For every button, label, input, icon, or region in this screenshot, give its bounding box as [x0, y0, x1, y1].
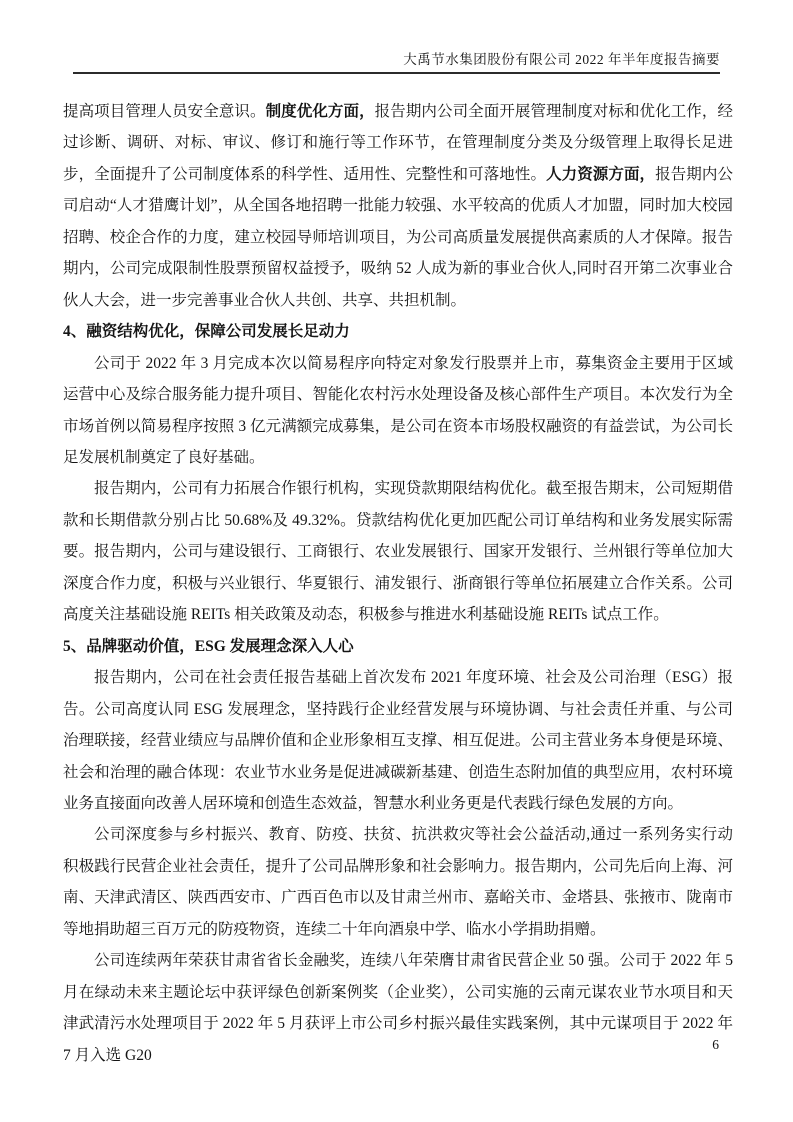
paragraph	[63, 348, 733, 474]
text-run: 公司深度参与乡村振兴、教育、防疫、扶贫、抗洪救灾等社会公益活动,通过一系列务实行动积极践行民营企业社会责任，提升了公司品牌形象和社会影响力。报告期内，公司先后向上海、河南、天津武清区、陕西西安市、广西百色市以及甘肃兰州市、嘉峪关市、金塔县、张掖市、陇南市等地捐助超三百万元的防疫物资，连续二十年向酒泉中学、临水小学捐助捐赠。	[63, 826, 733, 938]
document-body	[63, 96, 733, 1071]
paragraph	[63, 819, 733, 945]
bold-text-run: 制度优化方面，	[265, 103, 375, 120]
bold-text-run: 4、融资结构优化，保障公司发展长足动力	[63, 323, 350, 341]
text-run: 报告期内，公司有力拓展合作银行机构，实现贷款期限结构优化。截至报告期末，公司短期借款和长期借款分别占比 50.68%及 49.32%。贷款结构优化更加匹配公司订单结构和业务发展实际需要。报告期内，公司与建设银行、工商银行、农业发展银行、国家开发银行、兰州银行等单位加大深度合作力度，积极与兴业银行、华夏银行、浦发银行、浙商银行等单位拓展建立合作关系。公司高度关注基础设施 REITs 相关政策及动态，积极参与推进水利基础设施 REITs 试点工作。	[63, 480, 733, 624]
header-title: 大禹节水集团股份有限公司 2022 年半年度报告摘要	[403, 52, 720, 67]
footer-page-number: 6	[712, 1037, 719, 1052]
text-run: 报告期内，公司在社会责任报告基础上首次发布 2021 年度环境、社会及公司治理（ESG）报告。公司高度认同 ESG 发展理念，坚持践行企业经营发展与环境协调、与社会责任并重、与公司治理联接，经营业绩应与品牌价值和企业形象相互支撑、相互促进。公司主营业务本身便是环境、社会和治理的融合体现：农业节水业务是促进减碳新基建、创造生态附加值的典型应用，农村环境业务直接面向改善人居环境和创造生态效益，智慧水利业务更是代表践行绿色发展的方向。	[63, 669, 733, 812]
page-header	[73, 52, 720, 74]
section-heading	[63, 631, 733, 662]
bold-text-run: 人力资源方面，	[546, 165, 656, 183]
header-rule	[73, 72, 720, 74]
text-run: 报告期内公司全面开展管理制度对标和优化工作，经过诊断、调研、对标、审议、修订和施行等工作环节，在管理制度分类及分级管理上取得长足进步，全面提升了公司制度体系的科学性、适用性、完整性和可落地性。	[63, 103, 733, 183]
paragraph	[63, 473, 733, 630]
bold-text-run: 5、品牌驱动价值，ESG 发展理念深入人心	[63, 637, 354, 655]
text-run: 提高项目管理人员安全意识。	[63, 103, 266, 120]
text-run: 公司连续两年荣获甘肃省省长金融奖，连续八年荣膺甘肃省民营企业 50 强。公司于 2022 年 5 月在绿动未来主题论坛中获评绿色创新案例奖（企业奖），公司实施的云南元谋农业节水项目和天津武清污水处理项目于 2022 年 5 月获评上市公司乡村振兴最佳实践案例，其中元谋项目于 2022 年 7 月入选 G20	[63, 952, 733, 1064]
paragraph	[63, 945, 733, 1071]
text-run: 报告期内公司启动“人才猎鹰计划”，从全国各地招聘一批能力较强、水平较高的优质人才加盟，同时加大校园招聘、校企合作的力度，建立校园导师培训项目，为公司高质量发展提供高素质的人才保障。报告期内，公司完成限制性股票预留权益授予，吸纳 52 人成为新的事业合伙人,同时召开第二次事业合伙人大会，进一步完善事业合伙人共创、共享、共担机制。	[63, 165, 733, 309]
paragraph	[63, 662, 733, 819]
text-run: 公司于 2022 年 3 月完成本次以简易程序向特定对象发行股票并上市，募集资金主要用于区域运营中心及综合服务能力提升项目、智能化农村污水处理设备及核心部件生产项目。本次发行为全市场首例以简易程序按照 3 亿元满额完成募集，是公司在资本市场股权融资的有益尝试，为公司长足发展机制奠定了良好基础。	[63, 354, 733, 466]
section-heading	[63, 316, 733, 347]
paragraph	[63, 96, 733, 316]
